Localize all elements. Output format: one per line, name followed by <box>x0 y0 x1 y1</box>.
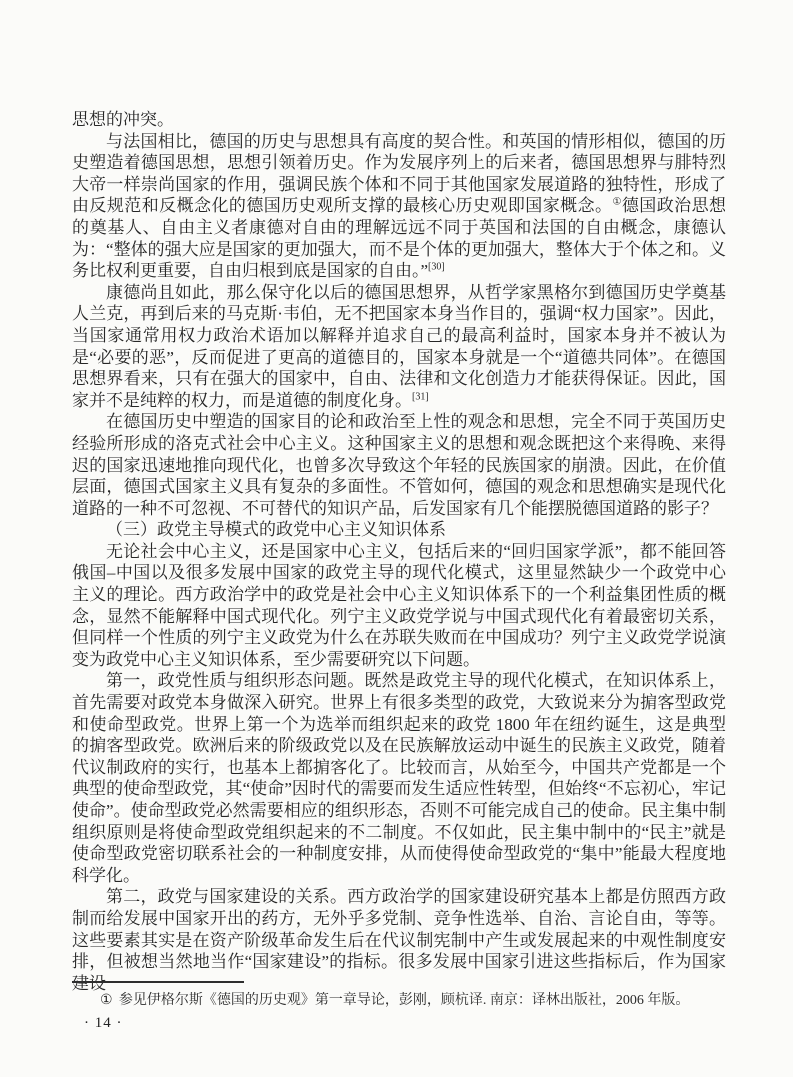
footnote-text: 参见伊格尔斯《德国的历史观》第一章导论，彭刚，顾杭译. 南京：译林出版社，2006 年版。 <box>118 993 690 1008</box>
section-heading: （三）政党主导模式的政党中心主义知识体系 <box>106 520 446 540</box>
footnote <box>72 991 726 1010</box>
paragraph: 第一，政党性质与组织形态问题。既然是政党主导的现代化模式，在知识体系上，首先需要对政党本身做深入研究。世界上有很多类型的政党，大致说来分为掮客型政党和使命型政党。世界上第一个为选举而组织起来的政党 1800 年在纽约诞生，这是典型的掮客型政党。欧洲后来的阶级政党以及在民族解放运动中诞生的民族主义政党，随着代议制政府的实行，也基本上都掮客化了。比较而言，从始至今，中国共产党都是一个典型的使命型政党，其“使命”因时代的需要而发生适应性转型，但始终“不忘初心，牢记使命”。使命型政党必然需要相应的组织形态，否则不可能完成自己的使命。民主集中制组织原则是将使命型政党组织起来的不二制度。不仅如此，民主集中制中的“民主”就是使命型政党密切联系社会的一种制度安排，从而使得使命型政党的“集中”能最大程度地科学化。 <box>72 671 726 885</box>
paragraph: 思想的冲突。 <box>72 110 174 129</box>
footnote-divider <box>72 981 244 983</box>
footnote-marker: ① <box>100 993 113 1008</box>
page-number: · 14 · <box>84 1015 123 1031</box>
document-body <box>72 109 726 994</box>
paragraph: 第二，政党与国家建设的关系。西方政治学的国家建设研究基本上都是仿照西方政制而给发展中国家开出的药方，无外乎多党制、竞争性选举、自治、言论自由，等等。这些要素其实是在资产阶级革命发生后在代议制宪制中产生或发展起来的中观性制度安排，但被想当然地当作“国家建设”的指标。很多发展中国家引进这些指标后，作为国家建设 <box>72 887 726 993</box>
citation-ref: [30] <box>428 261 445 273</box>
paragraph: 与法国相比，德国的历史与思想具有高度的契合性。和英国的情形相似，德国的历史塑造着德国思想，思想引领着历史。作为发展序列上的后来者，德国思想界与腓特烈大帝一样崇尚国家的作用，强调民族个体和不同于其他国家发展道路的独特性，形成了由反规范和反概念化的德国历史观所支撑的最核心历史观即国家概念。①德国政治思想的奠基人、自由主义者康德对自由的理解远远不同于英国和法国的自由概念，康德认为：“整体的强大应是国家的更加强大，而不是个体的更加强大，整体大于个体之和。义务比权利更重要，自由归根到底是国家的自由。”[30] <box>72 131 727 281</box>
paragraph: 康德尚且如此，那么保守化以后的德国思想界，从哲学家黑格尔到德国历史学奠基人兰克，再到后来的马克斯·韦伯，无不把国家本身当作目的，强调“权力国家”。因此，当国家通常用权力政治术语加以解释并追求自己的最高利益时，国家本身并不被认为是“必要的恶”，反而促进了更高的道德目的，国家本身就是一个“道德共同体”。在德国思想界看来，只有在强大的国家中，自由、法律和文化创造力才能获得保证。因此，国家并不是纯粹的权力，而是道德的制度化身。[31] <box>72 282 726 410</box>
paragraph: 无论社会中心主义，还是国家中心主义，包括后来的“回归国家学派”，都不能回答俄国–中国以及很多发展中国家的政党主导的现代化模式，这里显然缺少一个政党中心主义的理论。西方政治学中的政党是社会中心主义知识体系下的一个利益集团性质的概念，显然不能解释中国式现代化。列宁主义政党学说与中国式现代化有着最密切关系，但同样一个性质的列宁主义政党为什么在苏联失败而在中国成功？列宁主义政党学说演变为政党中心主义知识体系，至少需要研究以下问题。 <box>72 541 726 669</box>
citation-ref: ① <box>612 196 622 208</box>
paragraph: 在德国历史中塑造的国家目的论和政治至上性的观念和思想，完全不同于英国历史经验所形成的洛克式社会中心主义。这种国家主义的思想和观念既把这个来得晚、来得迟的国家迅速地推向现代化，也曾多次导致这个年轻的民族国家的崩溃。因此，在价值层面，德国式国家主义具有复杂的多面性。不管如何，德国的观念和思想确实是现代化道路的一种不可忽视、不可替代的知识产品，后发国家有几个能摆脱德国道路的影子？ <box>72 412 726 518</box>
citation-ref: [31] <box>412 391 429 403</box>
